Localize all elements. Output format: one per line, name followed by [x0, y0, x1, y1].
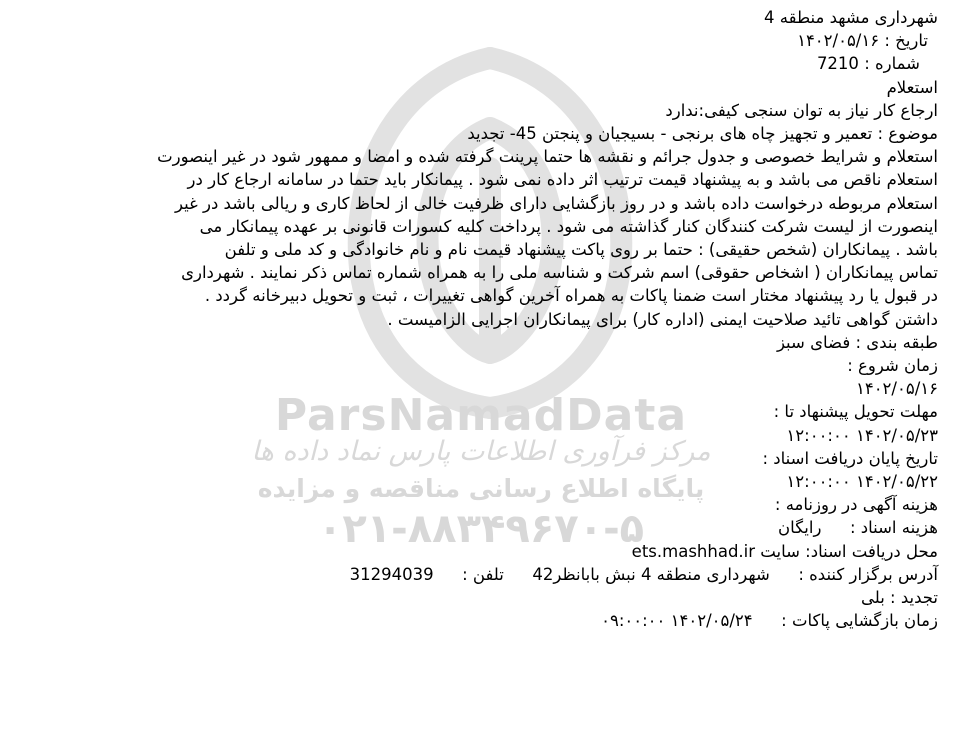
body-line-2: استعلام ناقص می باشد و به پیشنهاد قیمت ترتیب اثر داده نمی شود . پیمانکار باید حتما در سامانه ارجاع کار در	[187, 170, 938, 190]
opening-value: ۱۴۰۲/۰۵/۲۴ ۰۹:۰۰:۰۰	[601, 611, 753, 631]
watermark-phone: ۰۲۱-۸۸۳۴۹۶۷۰-۵	[317, 506, 645, 552]
document-cost-row	[8, 516, 938, 539]
body-line-4: اینصورت از لیست شرکت کنندگان کنار گذاشته می شود . پرداخت کلیه کسورات قانونی بر عهده پیمانکار می	[199, 216, 938, 236]
subject-line: موضوع : تعمیر و تجهیز چاه های برنجی - بسیجیان و پنجتن 45- تجدید	[467, 124, 938, 144]
start-value: ۱۴۰۲/۰۵/۱۶	[855, 379, 938, 399]
phone-label: تلفن :	[462, 564, 504, 584]
date-row	[8, 29, 938, 52]
watermark-brand: ParsNamadData	[274, 390, 688, 441]
start-label: زمان شروع :	[847, 356, 938, 376]
quality-assessment-line: ارجاع کار نیاز به توان سنجی کیفی:ندارد	[665, 100, 938, 120]
opening-row	[8, 609, 938, 632]
body-line-8: داشتن گواهی تائید صلاحیت ایمنی (اداره کار) برای پیمانکاران اجرایی الزامیست .	[387, 309, 938, 329]
category-line: طبقه بندی : فضای سبز	[776, 332, 938, 352]
address-row	[8, 563, 938, 586]
body-line-5: باشد . پیمانکاران (شخص حقیقی) : حتما بر روی پاکت پیشنهاد قیمت نام و نام خانوادگی و کد ملی و تلفن	[224, 240, 938, 260]
address-value: شهرداری منطقه 4 نبش بابانظر42	[532, 564, 770, 584]
watermark-line1: مرکز فرآوری اطلاعات پارس نماد داده ها	[251, 436, 711, 467]
body-line-3: استعلام مربوطه درخواست داده باشد و در روز بازگشایی دارای ظرفیت خالی از لحاظ کاری و ریالی باشد در غیر	[175, 193, 938, 213]
body-line-6: تماس پیمانکاران ( اشخاص حقوقی) اسم شرکت و شناسه ملی را به همراه شماره تماس ذکر نمایند . شهرداری	[181, 263, 938, 283]
announcement-document	[8, 6, 938, 632]
document-place-row	[8, 540, 938, 563]
conditions-paragraph	[8, 145, 938, 331]
document-place-link[interactable]: ets.mashhad.ir	[631, 541, 756, 561]
document-end-value: ۱۴۰۲/۰۵/۲۲ ۱۲:۰۰:۰۰	[786, 472, 938, 492]
address-label: آدرس برگزار کننده :	[798, 564, 938, 584]
document-type: استعلام	[886, 77, 938, 97]
document-cost-value: رایگان	[778, 518, 822, 538]
organization-name: شهرداری مشهد منطقه 4	[764, 8, 938, 27]
date-label: تاریخ :	[884, 31, 928, 51]
phone-value: 31294039	[349, 564, 434, 584]
deadline-label: مهلت تحویل پیشنهاد تا :	[773, 402, 938, 422]
number-label: شماره :	[864, 54, 920, 74]
watermark-line2: پایگاه اطلاع رسانی مناقصه و مزایده	[257, 474, 705, 503]
renewal-line: تجدید : بلی	[860, 588, 938, 608]
number-row	[8, 52, 938, 75]
body-line-1: استعلام و شرایط خصوصی و جدول جرائم و نقشه ها حتما پرینت گرفته شده و امضا و ممهور شود در غیر اینصورت	[157, 147, 938, 167]
opening-label: زمان بازگشایی پاکات :	[781, 611, 938, 631]
document-end-label: تاریخ پایان دریافت اسناد :	[762, 448, 938, 468]
body-line-7: در قبول یا رد پیشنهاد مختار است ضمنا پاکات به همراه آخرین گواهی تغییرات ، ثبت و تحویل دبیرخانه گردد .	[204, 286, 938, 306]
document-place-label: محل دریافت اسناد: سایت	[760, 541, 938, 561]
ad-cost-line: هزینه آگهی در روزنامه :	[774, 495, 938, 515]
document-cost-label: هزینه اسناد :	[849, 518, 938, 538]
date-value: ۱۴۰۲/۰۵/۱۶	[797, 31, 880, 51]
deadline-value: ۱۴۰۲/۰۵/۲۳ ۱۲:۰۰:۰۰	[786, 425, 938, 445]
number-value: 7210	[816, 54, 859, 74]
